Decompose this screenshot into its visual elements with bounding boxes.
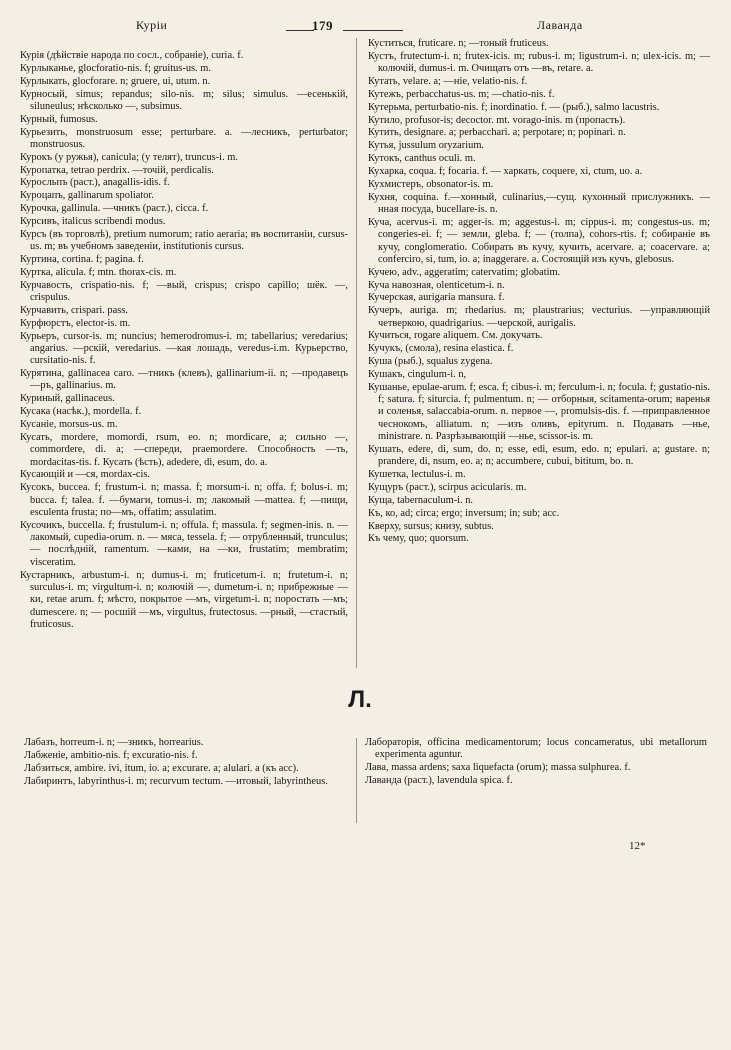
- column-divider-lower: [356, 738, 357, 823]
- dictionary-entry: Кверху, sursus; книзу, subtus.: [368, 520, 494, 532]
- dictionary-entry: Кухмистеръ, obsonator-is. m.: [368, 178, 494, 190]
- dictionary-entry: Курфюрстъ, elector-is. m.: [20, 317, 131, 329]
- dictionary-entry: Лабораторія, officina medicamentorum; locus concameratus, ubi metallorum experimenta aguntur.: [365, 737, 707, 761]
- dictionary-entry: Курный, fumosus.: [20, 113, 98, 125]
- dictionary-entry: Курносый, simus; repandus; silo-nis. m; silus; simulus. —есенькій, siluneulus; нѣсколько —, subsimus.: [20, 88, 348, 112]
- dictionary-entry: Кушакъ, cingulum-i. n,: [368, 368, 467, 380]
- dictionary-entry: Кушетка, lectulus-i. m.: [368, 469, 466, 481]
- dictionary-entry: Курятина, gallinacea caro. —тникъ (клевъ), gallinarium-ii. n; —продавецъ—ръ, gallinarius. m.: [20, 368, 348, 392]
- dictionary-entry: Куросльпъ (раст.), anagallis-idis. f.: [20, 177, 170, 189]
- dictionary-entry: Кучеръ, auriga. m; rhedarius. m; plaustrarius; vecturius. —управляющій четверкою, quadrigarius. —черской, aurigalis.: [368, 305, 710, 329]
- dictionary-entry: Кущуръ (раст.), scirpus acicularis. m.: [368, 482, 527, 494]
- dictionary-entry: Кустарникъ, arbustum-i. n; dumus-i. m; fruticetum-i. n; frutetum-i. n; surculus-i. m; virgultum-i. n; колючій —, dumetum-i. n; прибрежные —ки, retae arum. f; мѣсто, покрытое —мъ, virgetum-i. n; поростать —мъ; dumescere. n; — росшій —мъ, virgultus, frutectosus. —рный, —стастый, fruticosus.: [20, 569, 348, 630]
- dictionary-entry: Курлыкать, glocforare. n; gruere, ui, utum. n.: [20, 75, 211, 87]
- dictionary-entry: Кутья, jussulum oryzarium.: [368, 140, 485, 152]
- dictionary-entry: Кусочикъ, buccella. f; frustulum-i. n; offula. f; massula. f; segmen-inis. n. —лакомый, cupedia-orum. n. — мяса, tessela. f; — отрубленный, trunculus; — послѣдній, ramentum. —ками, на —ки, frustatim; membratim; visceratim.: [20, 519, 348, 568]
- dictionary-entry: Лава, massa ardens; saxa liquefacta (orum); massa sulphurea. f.: [365, 762, 631, 774]
- dictionary-entry: Курокъ (у ружья), canicula; (у телят), truncus-i. m.: [20, 151, 238, 163]
- dictionary-entry: Курсъ (въ торговлѣ), pretium numorum; ratio aeraria; въ воспитаніи, cursus-us. m; въ учебномъ заведеніи, institutionis cursus.: [20, 228, 348, 253]
- dictionary-entry: Кучерская, aurigaria mansura. f.: [368, 292, 505, 304]
- dictionary-entry: Кушанье, epulae-arum. f; esca. f; cibus-i. m; ferculum-i. n; focula. f; gustatio-nis. f; satura. f; siturcia. f; pulmentum. n; — отборныя, scitamenta-orum; варенья и соленья, salaccabia-orum. n. первое —, promulsis-dis. f. —приправленное чеснокомъ, alliatum. n; —изъ оливъ, epityrum. n. Подавать —нье, ministrare. n. Разрѣзывающій —нье, scissor-is. m.: [368, 381, 710, 443]
- dictionary-entry: Кусающій и —ся, mordax-cis.: [20, 469, 150, 481]
- dictionary-entry: Куститься, fruticare. n; —тоный fruticeus.: [368, 38, 549, 49]
- dictionary-entry: Куша (рыб.), squalus zygena.: [368, 356, 493, 368]
- dictionary-entry: Куща, tabernaculum-i. n.: [368, 494, 474, 506]
- dictionary-entry: Лабженіе, ambitio-nis. f; excuratio-nis. f.: [24, 749, 198, 761]
- dictionary-entry: Лабзиться, ambire. ivi, itum, io. a; excurare. a; alulari. a (къ acc).: [24, 762, 299, 774]
- dictionary-entry: Кучиться, rogare aliquem. См. докучать.: [368, 330, 543, 342]
- dictionary-entry: Куриный, gallinaceus.: [20, 393, 115, 405]
- dictionary-entry: Курлыканье, glocforatio-nis. f; gruitus-us. m.: [20, 62, 211, 74]
- dictionary-entry: Куропатка, tetrao perdrix. —точій, perdicalis.: [20, 164, 214, 176]
- right-column-section-l: [365, 737, 707, 788]
- dictionary-entry: Кусака (насѣк.), mordella. f.: [20, 406, 142, 418]
- dictionary-entry: Кутать, velare. a; —ніе, velatio-nis. f.: [368, 76, 528, 88]
- dictionary-entry: Куроцапъ, gallinarum spoliator.: [20, 190, 154, 202]
- dictionary-entry: Лаванда (раст.), lavendula spica. f.: [365, 775, 513, 787]
- dictionary-entry: Курсивъ, italicus scribendi modus.: [20, 215, 166, 227]
- dictionary-entry: Кутерьма, perturbatio-nis. f; inordinatio. f. — (рыб.), salmo lacustris.: [368, 101, 660, 113]
- dictionary-entry: Кушать, edere, di, sum, do. n; esse, edi, esum, edo. n; epulari. a; gustare. n; prandere, di, nsum, eo. a; n; accumbere, cubui, bititum, bo. n.: [368, 444, 710, 468]
- printer-signature-mark: 12*: [629, 840, 646, 852]
- dictionary-entry: Куртина, cortina. f; pagina. f.: [20, 254, 144, 265]
- dictionary-entry: Куча, acervus-i. m; agger-is. m; aggestus-i. m; cippus-i. m; congestus-us. m; congeries-ei. f; — земли, gleba. f; — (толпа), cohors-rtis. f; собираніе въ кучу, conglomeratio. Собирать въ кучу, кучить, acervare. a; coacervare. a; conferciro, si, tum, io. a; inaggerare. a. Состоящій изъ кучъ, glebosus.: [368, 216, 710, 265]
- running-head-right: Лаванда: [537, 18, 583, 32]
- header-rule-left: [286, 30, 314, 31]
- dictionary-entry: Кусать, mordere, momordi, rsum, eo. n; mordicare, a; сильно —, commordere, di. a; —спереди, praemordere. Способность —ть, mordacitas-tis. f. Кусать (ѣсть), adedere, di, esum, do. a.: [20, 431, 348, 468]
- dictionary-entry: Кутить, designare. a; perbacchari. a; perpotare; n; popinari. n.: [368, 127, 626, 139]
- page-number: 179: [312, 18, 333, 33]
- dictionary-entry: Лабазъ, horreum-i. n; —зникъ, horrearius.: [24, 737, 204, 748]
- dictionary-entry: Курочка, gallinula. —чникъ (раст.), cicca. f.: [20, 203, 209, 215]
- left-column-section-l: [24, 737, 344, 788]
- dictionary-entry: Кутежъ, perbacchatus-us. m; —chatio-nis. f.: [368, 88, 555, 100]
- dictionary-entry: Курія (дѣйствіе народа по сосл., собраніе), curia. f.: [20, 50, 244, 61]
- dictionary-entry: Кучею, adv., aggeratim; catervatim; globatim.: [368, 266, 561, 278]
- header-rule-right: [343, 30, 403, 31]
- dictionary-entry: Кучукъ, (смола), resina elastica. f.: [368, 343, 514, 355]
- dictionary-entry: Кутило, profusor-is; decoctor. mt. vorago-inis. m (пропасть).: [368, 114, 626, 126]
- dictionary-entry: Курчавить, crispari. pass.: [20, 304, 128, 316]
- dictionary-entry: Кухня, coquina. f.—хонный, culinarius,—сущ. кухонный прислужникъ. —нная посуда, bucellare-is. n.: [368, 191, 710, 215]
- dictionary-entry: Курчавость, crispatio-nis. f; —вый, crispus; crispo capillo; шёк. —, crispulus.: [20, 279, 348, 304]
- left-column: [20, 50, 348, 632]
- right-column: [368, 38, 710, 546]
- dictionary-entry: Лабиринтъ, labyrinthus-i. m; recurvum tectum. —итовый, labyrintheus.: [24, 775, 328, 787]
- dictionary-entry: Кутокъ, canthus oculi. m.: [368, 153, 476, 165]
- dictionary-entry: Кухарка, coqua. f; focaria. f. — харкать, coquere, xi, ctum, uo. a.: [368, 165, 643, 177]
- dictionary-entry: Кусаніе, morsus-us. m.: [20, 418, 118, 430]
- column-divider: [356, 38, 357, 668]
- dictionary-entry: Къ, ко, ad; circa; ergo; inversum; in; sub; acc.: [368, 507, 560, 519]
- dictionary-entry: Куча навозная, olenticetum-i. n.: [368, 279, 505, 291]
- dictionary-entry: Кустъ, frutectum-i. n; frutex-icis. m; rubus-i. m; ligustrum-i. n; ulex-icis. m; — колючій, dumus-i. m. Очищать отъ —въ, retare. a.: [368, 50, 710, 75]
- dictionary-entry: Кусокъ, buccea. f; frustum-i. n; massa. f; morsum-i. n; offa. f; bolus-i. m; bucca. f; talea. f. —бумаги, tomus-i. m; лакомый —mattea. f; —пищи, esculenta frusta; по—мъ, offatim; assulatim.: [20, 482, 348, 518]
- dictionary-entry: Куртка, alicula. f; mtn. thorax-cis. m.: [20, 266, 177, 278]
- dictionary-entry: Къ чему, quo; quorsum.: [368, 533, 469, 545]
- dictionary-entry: Курьеръ, cursor-is. m; nuncius; hemerodromus-i. m; tabellarius; veredarius; angarius. —рскій, veredarius. —кая лошадь, veredus-i.m. Курьерство, cursitatio-nis. f.: [20, 330, 348, 367]
- dictionary-entry: Курьезить, monstruosum esse; perturbare. a. —лесникъ, perturbator; monstruosus.: [20, 126, 348, 150]
- section-letter-heading: Л.: [348, 686, 372, 713]
- running-head-left: Куріи: [136, 18, 168, 32]
